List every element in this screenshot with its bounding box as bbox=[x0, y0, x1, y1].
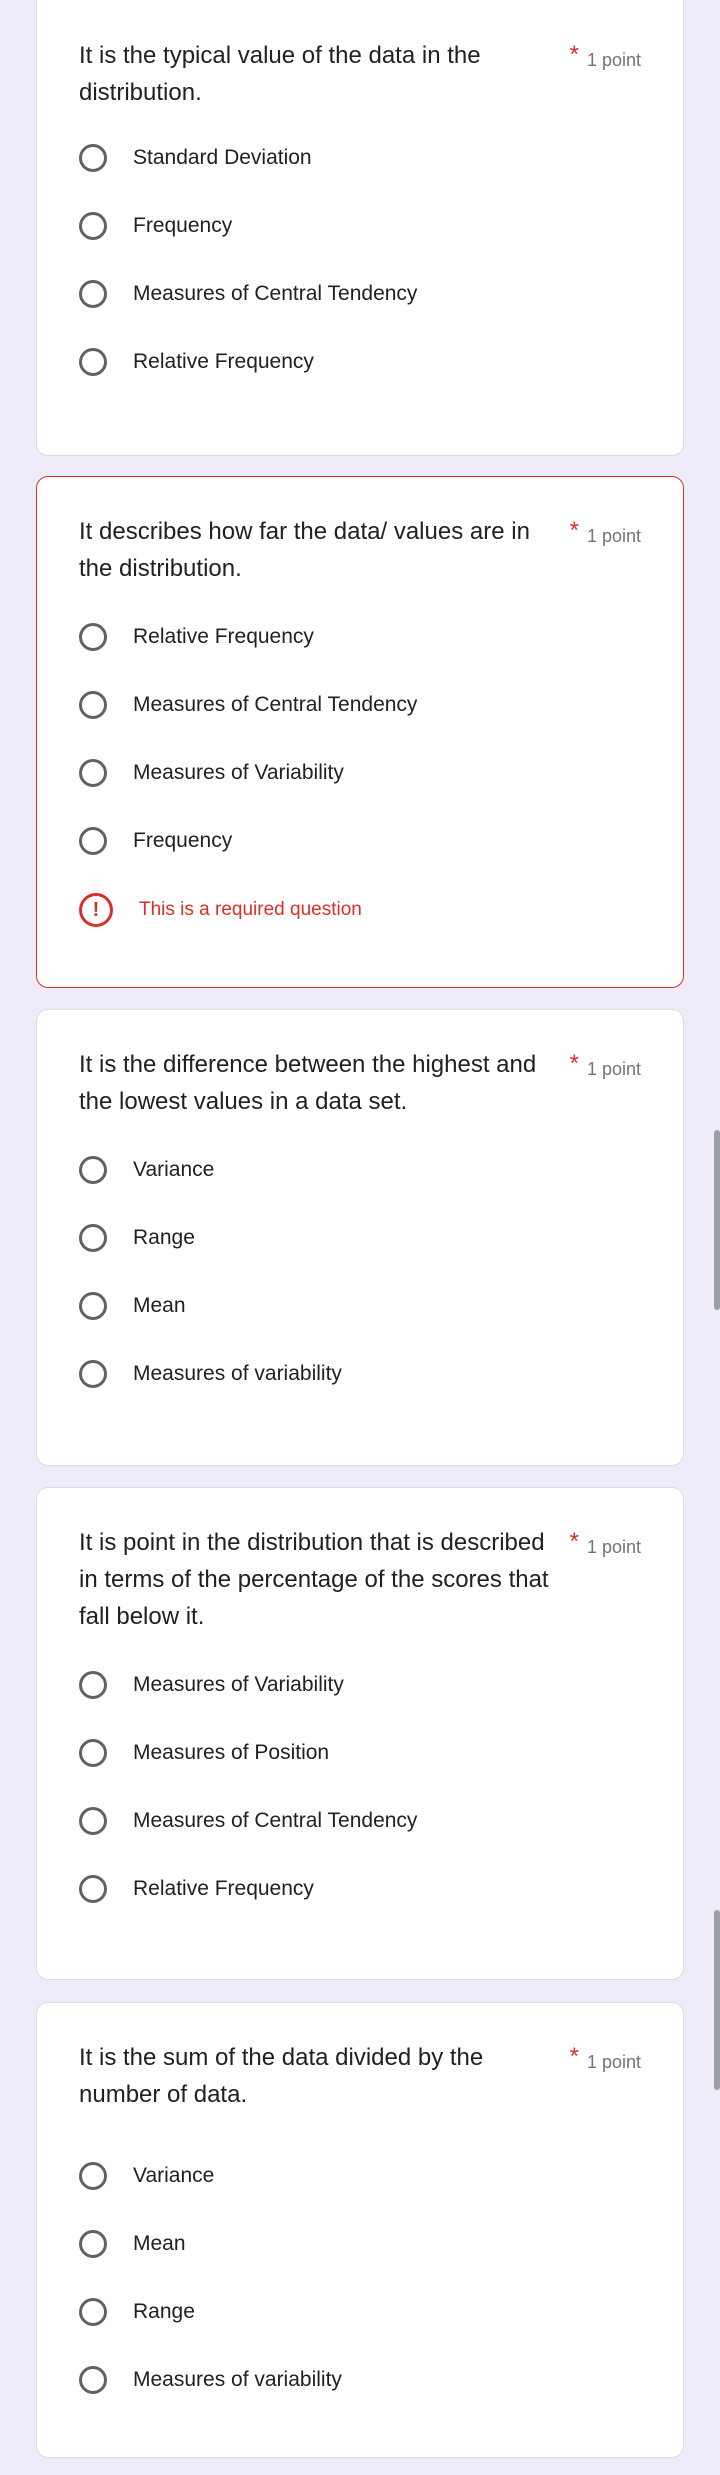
option-range[interactable] bbox=[79, 1224, 195, 1252]
question-meta bbox=[570, 41, 641, 72]
question-meta bbox=[570, 1528, 641, 1559]
question-text: It is the sum of the data divided by the number of data. bbox=[79, 2044, 484, 2108]
points-label: 1 point bbox=[586, 526, 641, 546]
option-central-tendency[interactable] bbox=[79, 1807, 417, 1835]
question-card-2 bbox=[36, 476, 684, 988]
question-text: It is the typical value of the data in the distribution. bbox=[79, 42, 481, 106]
option-label: Frequency bbox=[133, 829, 233, 852]
option-label: Measures of Central Tendency bbox=[133, 1809, 418, 1832]
option-label: Measures of Variability bbox=[133, 761, 344, 784]
question-card-5 bbox=[36, 2002, 684, 2458]
radio-button[interactable] bbox=[79, 1875, 107, 1903]
radio-button[interactable] bbox=[79, 2298, 107, 2326]
radio-button[interactable] bbox=[79, 212, 107, 240]
radio-button[interactable] bbox=[79, 280, 107, 308]
option-label: Measures of Central Tendency bbox=[133, 282, 418, 305]
option-label: Relative Frequency bbox=[133, 350, 314, 373]
question-card-3 bbox=[36, 1009, 684, 1466]
option-position[interactable] bbox=[79, 1739, 329, 1767]
question-meta bbox=[570, 2043, 641, 2074]
scrollbar-thumb[interactable] bbox=[714, 1130, 720, 1310]
points-label: 1 point bbox=[586, 2052, 641, 2072]
radio-button[interactable] bbox=[79, 759, 107, 787]
option-range[interactable] bbox=[79, 2298, 195, 2326]
option-central-tendency[interactable] bbox=[79, 280, 417, 308]
required-asterisk: * bbox=[569, 1050, 579, 1077]
radio-button[interactable] bbox=[79, 2366, 107, 2394]
required-asterisk: * bbox=[569, 517, 579, 544]
question-meta bbox=[570, 1050, 641, 1081]
option-label: Relative Frequency bbox=[133, 1877, 314, 1900]
radio-button[interactable] bbox=[79, 144, 107, 172]
radio-button[interactable] bbox=[79, 691, 107, 719]
question-card-4 bbox=[36, 1487, 684, 1980]
radio-button[interactable] bbox=[79, 1360, 107, 1388]
question-card-1 bbox=[36, 0, 684, 456]
option-label: Measures of Variability bbox=[133, 1673, 344, 1696]
required-asterisk: * bbox=[569, 2043, 579, 2070]
error-message-row bbox=[79, 893, 362, 927]
radio-button[interactable] bbox=[79, 2162, 107, 2190]
option-label: Measures of Central Tendency bbox=[133, 693, 418, 716]
option-label: Range bbox=[133, 1226, 195, 1249]
option-variability[interactable] bbox=[79, 759, 344, 787]
option-mean[interactable] bbox=[79, 1292, 186, 1320]
option-relative-frequency[interactable] bbox=[79, 348, 314, 376]
option-label: Variance bbox=[133, 2164, 215, 2187]
required-asterisk: * bbox=[569, 1528, 579, 1555]
option-label: Standard Deviation bbox=[133, 146, 312, 169]
radio-button[interactable] bbox=[79, 348, 107, 376]
radio-button[interactable] bbox=[79, 1292, 107, 1320]
option-label: Mean bbox=[133, 1294, 186, 1317]
radio-button[interactable] bbox=[79, 1224, 107, 1252]
option-label: Measures of variability bbox=[133, 1362, 342, 1385]
option-variability[interactable] bbox=[79, 2366, 342, 2394]
points-label: 1 point bbox=[586, 1059, 641, 1079]
question-text: It is point in the distribution that is described in terms of the percentage of the scores that fall below it. bbox=[79, 1529, 549, 1630]
option-label: Range bbox=[133, 2300, 195, 2323]
option-label: Measures of Position bbox=[133, 1741, 330, 1764]
radio-button[interactable] bbox=[79, 1671, 107, 1699]
question-text: It describes how far the data/ values are in the distribution. bbox=[79, 518, 530, 582]
option-relative-frequency[interactable] bbox=[79, 623, 314, 651]
option-label: Variance bbox=[133, 1158, 215, 1181]
radio-button[interactable] bbox=[79, 1156, 107, 1184]
error-icon: ! bbox=[79, 893, 113, 927]
points-label: 1 point bbox=[586, 1537, 641, 1557]
question-text: It is the difference between the highest and the lowest values in a data set. bbox=[79, 1051, 537, 1115]
scrollbar-thumb[interactable] bbox=[714, 1910, 720, 2090]
option-label: Measures of variability bbox=[133, 2368, 342, 2391]
required-asterisk: * bbox=[569, 41, 579, 68]
option-frequency[interactable] bbox=[79, 827, 232, 855]
option-mean[interactable] bbox=[79, 2230, 186, 2258]
question-meta bbox=[570, 517, 641, 548]
option-label: Mean bbox=[133, 2232, 186, 2255]
option-frequency[interactable] bbox=[79, 212, 232, 240]
points-label: 1 point bbox=[586, 50, 641, 70]
option-variability[interactable] bbox=[79, 1360, 342, 1388]
radio-button[interactable] bbox=[79, 623, 107, 651]
option-variance[interactable] bbox=[79, 1156, 214, 1184]
option-label: Relative Frequency bbox=[133, 625, 314, 648]
option-variance[interactable] bbox=[79, 2162, 214, 2190]
radio-button[interactable] bbox=[79, 827, 107, 855]
radio-button[interactable] bbox=[79, 2230, 107, 2258]
option-central-tendency[interactable] bbox=[79, 691, 417, 719]
error-message: This is a required question bbox=[139, 899, 362, 920]
option-variability[interactable] bbox=[79, 1671, 344, 1699]
option-label: Frequency bbox=[133, 214, 233, 237]
radio-button[interactable] bbox=[79, 1807, 107, 1835]
option-standard-deviation[interactable] bbox=[79, 144, 312, 172]
radio-button[interactable] bbox=[79, 1739, 107, 1767]
option-relative-frequency[interactable] bbox=[79, 1875, 314, 1903]
